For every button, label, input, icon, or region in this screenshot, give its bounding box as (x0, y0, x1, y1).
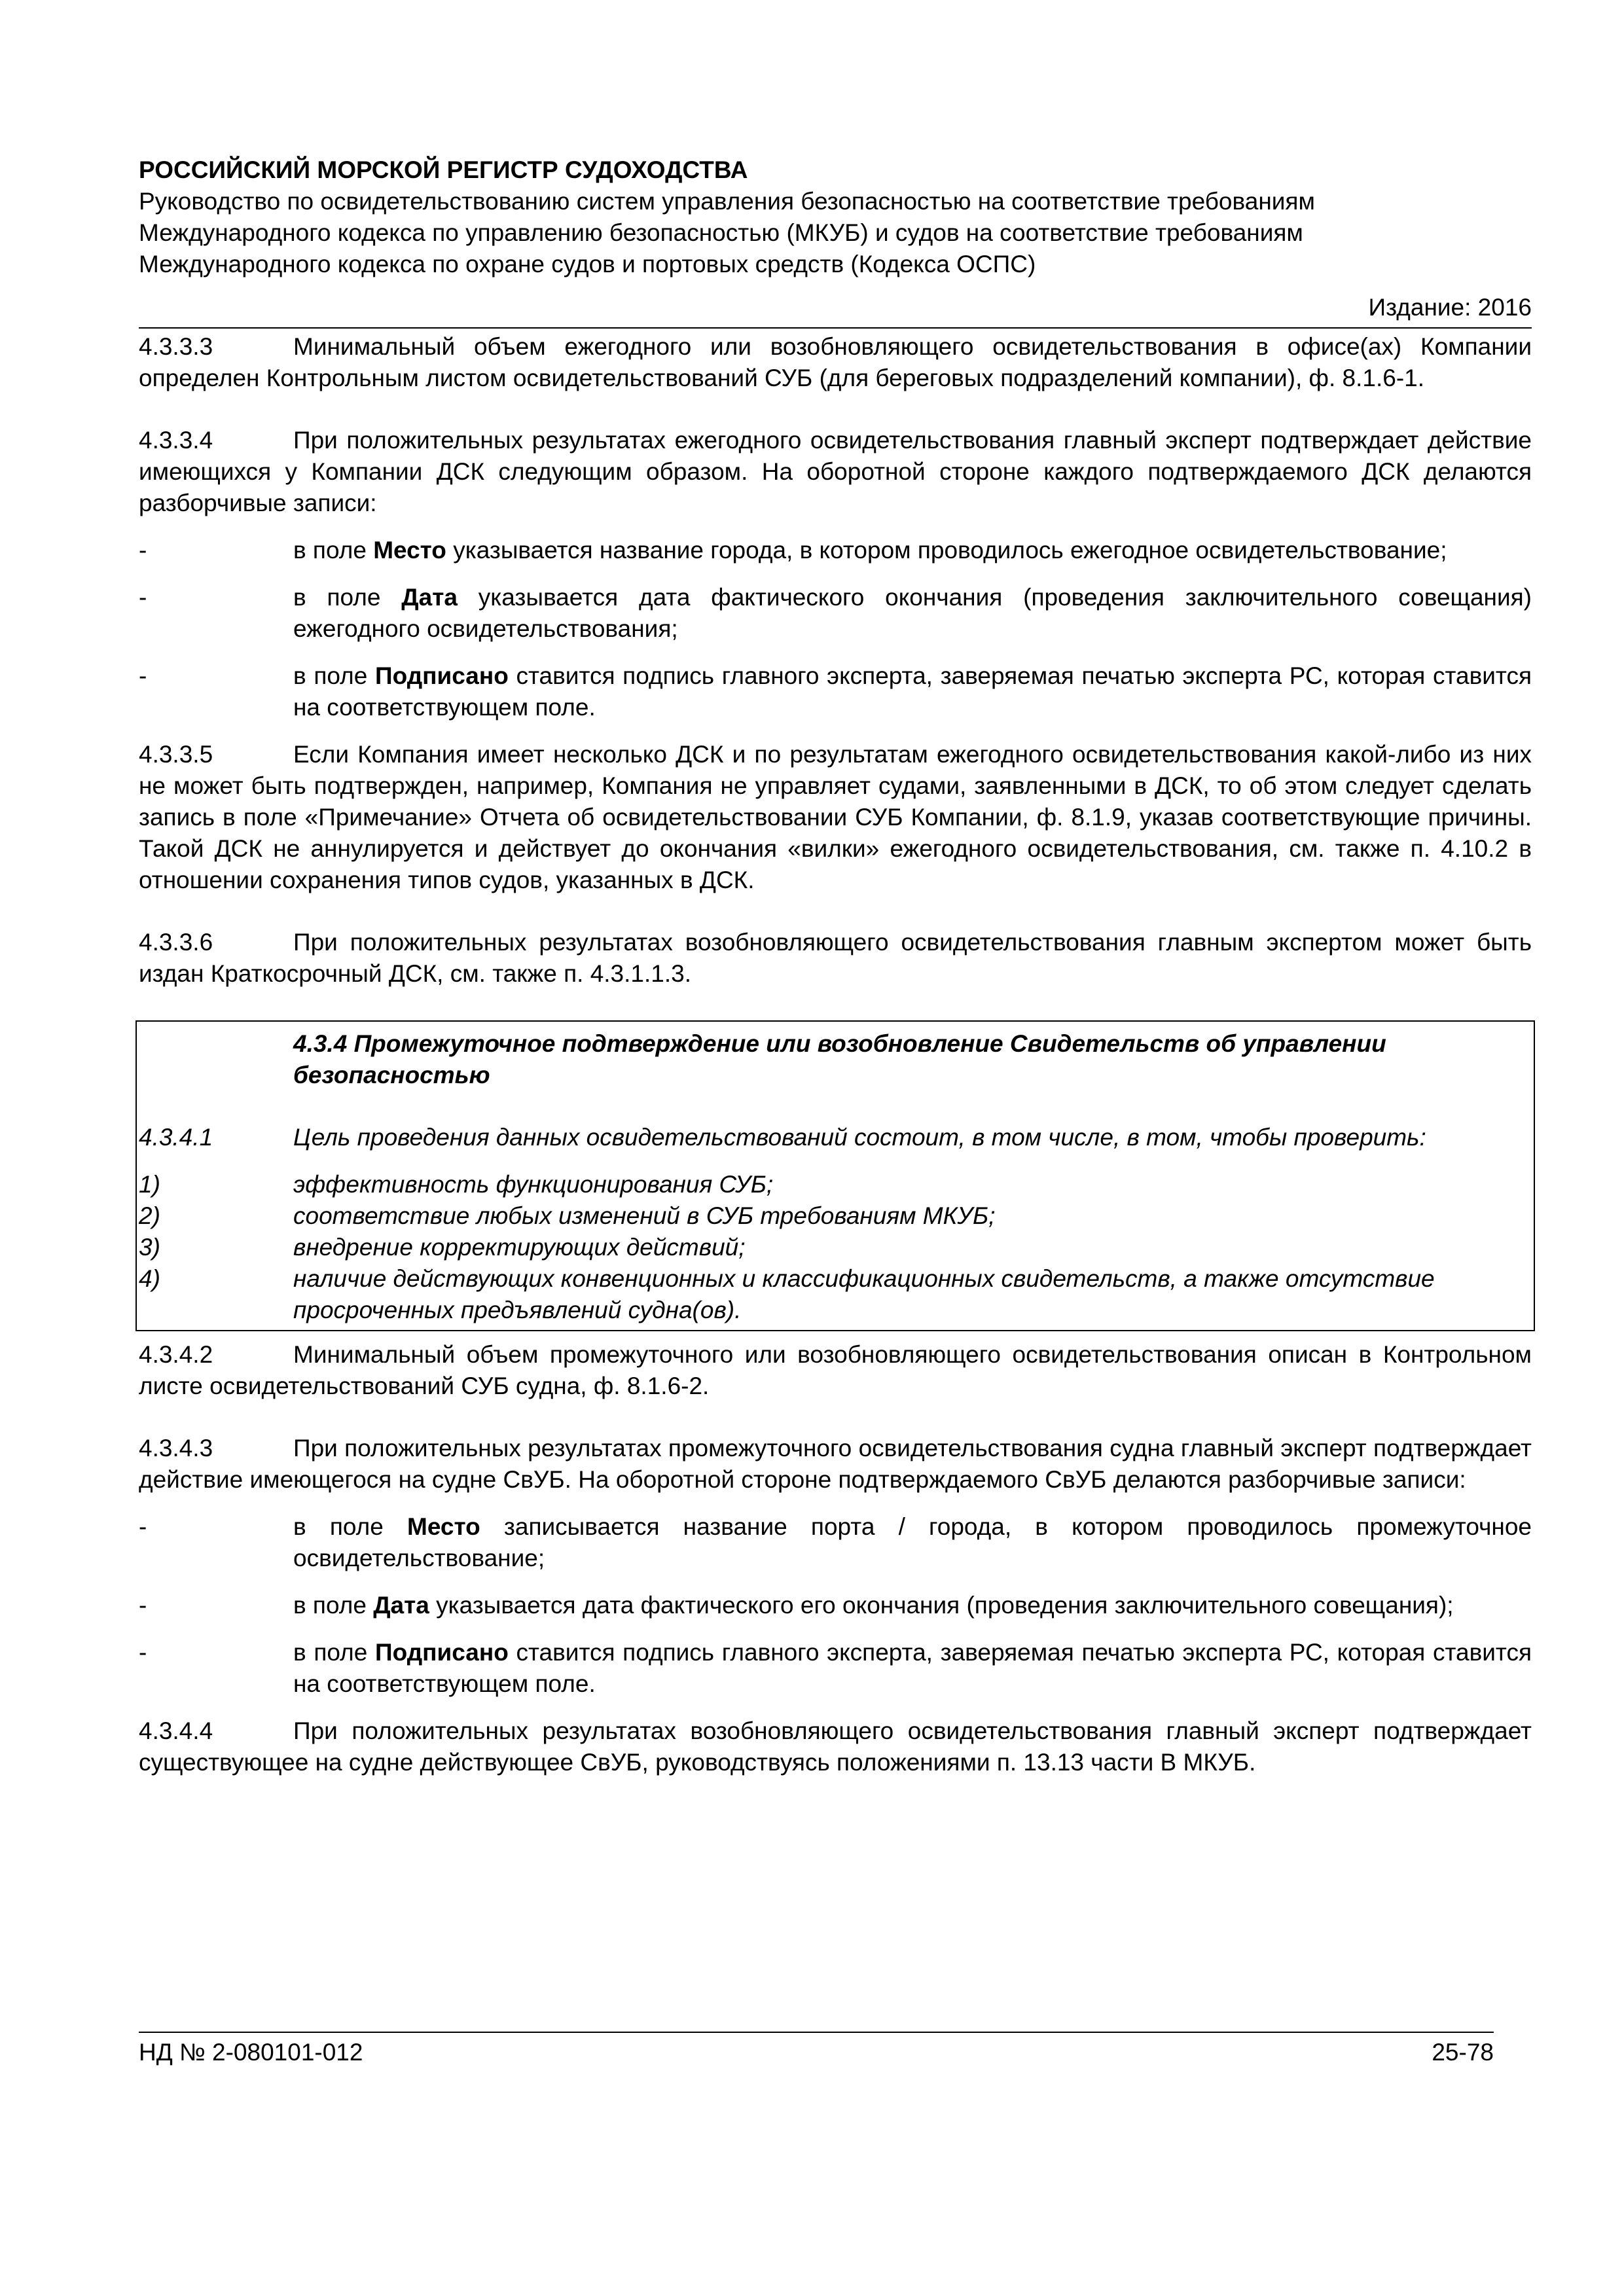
list-item (139, 582, 1532, 645)
document-subtitle-line-3: Международного кодекса по охране судов и портовых средств (Кодекса ОСПС) (139, 251, 1036, 278)
paragraph-4-3-4-1 (139, 1122, 1532, 1153)
paragraph-text: Цель проведения данных освидетельствований состоит, в том числе, в том, чтобы проверить: (293, 1124, 1426, 1151)
list-item (139, 1637, 1532, 1700)
list-item (139, 1590, 1532, 1621)
paragraph-text: При положительных результатах ежегодного освидетельствования главный эксперт подтверждает действие имеющихся у Компании ДСК следующим образом. На оборотной стороне каждого подтверждаемого ДСК делаются разборчивые записи: (139, 427, 1532, 516)
paragraph-number: 4.3.4.4 (139, 1717, 213, 1744)
paragraph-text: Минимальный объем ежегодного или возобновляющего освидетельствования в офисе(ах) Компании определен Контрольным листом освидетельствований СУБ (для береговых подразделений компании), ф. 8.1.6-1. (139, 333, 1532, 391)
list-item (139, 660, 1532, 723)
organization-title: РОССИЙСКИЙ МОРСКОЙ РЕГИСТР СУДОХОДСТВА (139, 156, 748, 183)
bullet-text: в поле Место указывается название города, в котором проводилось ежегодное освидетельствование; (293, 537, 1447, 564)
paragraph-text: При положительных результатах возобновляющего освидетельствования главный эксперт подтверждает существующее на судне действующее СвУБ, руководствуясь положениями п. 13.13 части В МКУБ. (139, 1717, 1532, 1776)
bullet-text: в поле Место записывается название порта / города, в котором проводилось промежуточное освидетельствование; (293, 1513, 1532, 1571)
list-item (139, 1200, 1532, 1232)
paragraph-number: 4.3.3.3 (139, 333, 213, 360)
document-number: НД № 2-080101-012 (139, 2039, 363, 2066)
bullet-dash: - (139, 584, 147, 611)
field-name: Подписано (374, 1639, 509, 1666)
paragraph-4-3-3-5 (139, 739, 1532, 896)
paragraph-text: Минимальный объем промежуточного или возобновляющего освидетельствования описан в Контрольном листе освидетельствований СУБ судна, ф. 8.1.6-2. (139, 1341, 1532, 1399)
bullet-dash: - (139, 537, 147, 564)
bullet-text: в поле Дата указывается дата фактического его окончания (проведения заключительного совещания); (293, 1592, 1454, 1619)
paragraph-text: При положительных результатах возобновляющего освидетельствования главным экспертом может быть издан Краткосрочный ДСК, см. также п. 4.3.1.1.3. (139, 929, 1532, 987)
page-number: 25-78 (1432, 2039, 1494, 2066)
field-name: Место (373, 537, 446, 564)
paragraph-text: При положительных результатах промежуточного освидетельствования судна главный эксперт подтверждает действие имеющегося на судне СвУБ. На оборотной стороне подтверждаемого СвУБ делаются разборчивые записи: (139, 1435, 1532, 1493)
list-number: 3) (139, 1234, 160, 1261)
paragraph-number: 4.3.3.6 (139, 929, 213, 956)
paragraph-number: 4.3.4.2 (139, 1341, 213, 1368)
bullet-dash: - (139, 662, 147, 689)
document-subtitle-line-1: Руководство по освидетельствованию систем управления безопасностью на соответствие требованиям (139, 188, 1315, 215)
list-text: эффективность функционирования СУБ; (293, 1171, 774, 1198)
bullet-dash: - (139, 1592, 147, 1619)
paragraph-number: 4.3.4.1 (139, 1124, 213, 1151)
bullet-text: в поле Дата указывается дата фактического окончания (проведения заключительного совещания) ежегодного освидетельствования; (293, 584, 1532, 642)
footer-divider (139, 2032, 1494, 2033)
paragraph-4-3-4-4 (139, 1715, 1532, 1778)
list-item (139, 1511, 1532, 1574)
paragraph-4-3-4-2 (139, 1339, 1532, 1402)
field-name: Дата (401, 584, 458, 611)
list-number: 2) (139, 1202, 160, 1229)
list-number: 4) (139, 1265, 160, 1292)
paragraph-number: 4.3.3.4 (139, 427, 213, 454)
paragraph-text: Если Компания имеет несколько ДСК и по результатам ежегодного освидетельствования какой-либо из них не может быть подтвержден, например, Компания не управляет судами, заявленными в ДСК, то об этом следует сделать запись в поле «Примечание» Отчета об освидетельствовании СУБ Компании, ф. 8.1.9, указав соответствующие причины. Такой ДСК не аннулируется и действует до окончания «вилки» ежегодного освидетельствования, см. также п. 4.10.2 в отношении сохранения типов судов, указанных в ДСК. (139, 741, 1532, 893)
section-heading-text: 4.3.4 Промежуточное подтверждение или возобновление Свидетельств об управлении безопасностью (293, 1030, 1386, 1088)
list-item (139, 535, 1532, 566)
list-text: соответствие любых изменений в СУБ требованиям МКУБ; (293, 1202, 996, 1229)
paragraph-4-3-3-3 (139, 331, 1532, 394)
list-text: наличие действующих конвенционных и классификационных свидетельств, а также отсутствие просроченных предъявлений судна(ов). (293, 1265, 1435, 1323)
paragraph-4-3-4-3 (139, 1433, 1532, 1496)
paragraph-number: 4.3.4.3 (139, 1435, 213, 1462)
list-item (139, 1169, 1532, 1200)
field-name: Место (407, 1513, 480, 1540)
field-name: Подписано (374, 662, 509, 689)
list-item (139, 1232, 1532, 1263)
bullet-dash: - (139, 1513, 147, 1540)
paragraph-number: 4.3.3.5 (139, 741, 213, 768)
bullet-text: в поле Подписано ставится подпись главного эксперта, заверяемая печатью эксперта РС, которая ставится на соответствующем поле. (293, 662, 1532, 721)
header-divider (139, 327, 1532, 329)
amendment-box (135, 1020, 1535, 1331)
document-subtitle-line-2: Международного кодекса по управлению безопасностью (МКУБ) и судов на соответствие требованиям (139, 219, 1303, 246)
paragraph-4-3-3-4 (139, 425, 1532, 519)
paragraph-4-3-3-6 (139, 927, 1532, 990)
bullet-text: в поле Подписано ставится подпись главного эксперта, заверяемая печатью эксперта РС, которая ставится на соответствующем поле. (293, 1639, 1532, 1697)
bullet-dash: - (139, 1639, 147, 1666)
document-body (139, 331, 1532, 1778)
list-number: 1) (139, 1171, 160, 1198)
field-name: Дата (373, 1592, 429, 1619)
edition-label: Издание: 2016 (1368, 294, 1532, 321)
list-text: внедрение корректирующих действий; (293, 1234, 746, 1261)
list-item (139, 1263, 1532, 1326)
section-heading (139, 1028, 1532, 1091)
document-header (139, 154, 1532, 280)
